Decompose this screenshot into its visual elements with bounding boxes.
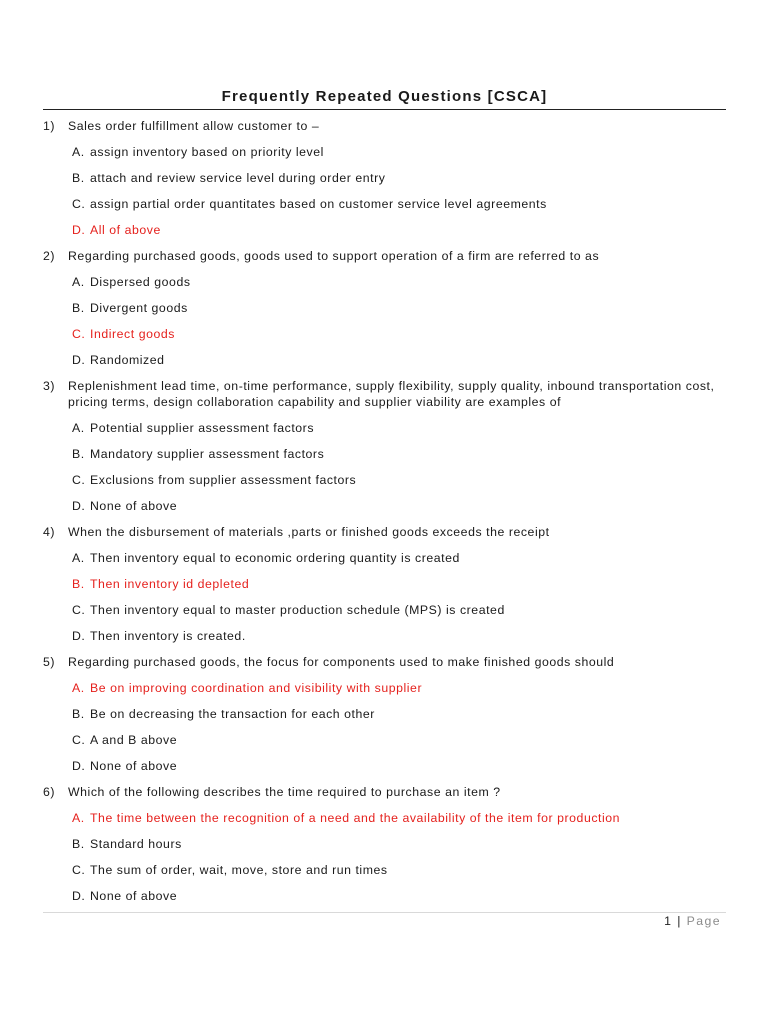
answer-option bbox=[43, 274, 733, 290]
option-text: All of above bbox=[90, 223, 161, 237]
option-text: None of above bbox=[90, 499, 178, 513]
option-text: Then inventory equal to master production schedule (MPS) is created bbox=[90, 603, 505, 617]
option-text: None of above bbox=[90, 759, 178, 773]
answer-option bbox=[43, 732, 733, 748]
option-text: Mandatory supplier assessment factors bbox=[90, 447, 325, 461]
question-item bbox=[43, 654, 733, 774]
question-text: Which of the following describes the time required to purchase an item ? bbox=[68, 785, 501, 799]
option-letter: A. bbox=[72, 681, 85, 695]
answer-option bbox=[43, 446, 733, 462]
option-text: attach and review service level during order entry bbox=[90, 171, 386, 185]
answer-option bbox=[43, 628, 733, 644]
question-number: 2) bbox=[43, 249, 56, 263]
option-text: Exclusions from supplier assessment factors bbox=[90, 473, 357, 487]
question-number: 6) bbox=[43, 785, 56, 799]
answer-option bbox=[43, 862, 733, 878]
option-letter: D. bbox=[72, 889, 86, 903]
option-text: The sum of order, wait, move, store and run times bbox=[90, 863, 388, 877]
question-stem bbox=[43, 248, 733, 264]
answer-option bbox=[43, 472, 733, 488]
option-text: A and B above bbox=[90, 733, 178, 747]
option-letter: B. bbox=[72, 447, 85, 461]
page-footer bbox=[664, 914, 721, 928]
question-list bbox=[43, 118, 733, 914]
question-text: When the disbursement of materials ,parts or finished goods exceeds the receipt bbox=[68, 525, 550, 539]
question-item bbox=[43, 248, 733, 368]
question-item bbox=[43, 784, 733, 904]
option-letter: D. bbox=[72, 629, 86, 643]
option-letter: C. bbox=[72, 473, 86, 487]
option-text: Dispersed goods bbox=[90, 275, 191, 289]
answer-option bbox=[43, 144, 733, 160]
option-letter: C. bbox=[72, 603, 86, 617]
question-text: Replenishment lead time, on-time performance, supply flexibility, supply quality, inbound transportation cost, pricing terms, design collaboration capability and supplier viability are examples of bbox=[68, 379, 715, 409]
option-letter: D. bbox=[72, 353, 86, 367]
option-letter: C. bbox=[72, 863, 86, 877]
question-item bbox=[43, 524, 733, 644]
option-letter: A. bbox=[72, 421, 85, 435]
option-letter: A. bbox=[72, 145, 85, 159]
question-text: Sales order fulfillment allow customer to – bbox=[68, 119, 320, 133]
option-letter: B. bbox=[72, 171, 85, 185]
answer-option bbox=[43, 550, 733, 566]
question-stem bbox=[43, 118, 733, 134]
option-letter: D. bbox=[72, 499, 86, 513]
answer-option bbox=[43, 170, 733, 186]
option-text: Indirect goods bbox=[90, 327, 175, 341]
option-text: Then inventory equal to economic ordering quantity is created bbox=[90, 551, 460, 565]
answer-option-correct bbox=[43, 576, 733, 592]
answer-option bbox=[43, 420, 733, 436]
option-letter: B. bbox=[72, 301, 85, 315]
answer-option bbox=[43, 888, 733, 904]
option-letter: B. bbox=[72, 707, 85, 721]
page-label: Page bbox=[686, 914, 721, 928]
page-number: 1 bbox=[664, 914, 673, 928]
page-title: Frequently Repeated Questions [CSCA] bbox=[221, 88, 548, 105]
option-letter: A. bbox=[72, 551, 85, 565]
option-letter: C. bbox=[72, 327, 86, 341]
question-number: 3) bbox=[43, 379, 56, 393]
footer-separator: | bbox=[677, 914, 682, 928]
answer-option bbox=[43, 300, 733, 316]
option-text: assign inventory based on priority level bbox=[90, 145, 324, 159]
option-text: The time between the recognition of a need and the availability of the item for production bbox=[90, 811, 621, 825]
question-stem bbox=[43, 524, 733, 540]
question-number: 5) bbox=[43, 655, 56, 669]
option-text: None of above bbox=[90, 889, 178, 903]
option-letter: D. bbox=[72, 759, 86, 773]
option-letter: D. bbox=[72, 223, 86, 237]
answer-option bbox=[43, 758, 733, 774]
question-text: Regarding purchased goods, the focus for components used to make finished goods should bbox=[68, 655, 615, 669]
option-text: Randomized bbox=[90, 353, 165, 367]
answer-option-correct bbox=[43, 326, 733, 342]
question-stem bbox=[43, 784, 733, 800]
question-number: 4) bbox=[43, 525, 56, 539]
option-letter: C. bbox=[72, 197, 86, 211]
option-letter: B. bbox=[72, 837, 85, 851]
question-item bbox=[43, 118, 733, 238]
option-text: Potential supplier assessment factors bbox=[90, 421, 315, 435]
option-letter: A. bbox=[72, 811, 85, 825]
option-text: Then inventory id depleted bbox=[90, 577, 250, 591]
answer-option bbox=[43, 602, 733, 618]
option-text: Standard hours bbox=[90, 837, 182, 851]
footer-divider bbox=[43, 912, 726, 913]
option-letter: C. bbox=[72, 733, 86, 747]
title-divider bbox=[43, 109, 726, 110]
option-letter: A. bbox=[72, 275, 85, 289]
option-letter: B. bbox=[72, 577, 85, 591]
answer-option bbox=[43, 836, 733, 852]
question-stem bbox=[43, 654, 733, 670]
question-text: Regarding purchased goods, goods used to support operation of a firm are referred to as bbox=[68, 249, 600, 263]
answer-option bbox=[43, 498, 733, 514]
question-stem bbox=[43, 378, 733, 410]
option-text: Be on decreasing the transaction for each other bbox=[90, 707, 375, 721]
answer-option bbox=[43, 706, 733, 722]
answer-option bbox=[43, 352, 733, 368]
answer-option bbox=[43, 196, 733, 212]
answer-option-correct bbox=[43, 810, 733, 826]
question-item bbox=[43, 378, 733, 514]
option-text: Be on improving coordination and visibility with supplier bbox=[90, 681, 423, 695]
question-number: 1) bbox=[43, 119, 56, 133]
option-text: assign partial order quantitates based on customer service level agreements bbox=[90, 197, 547, 211]
option-text: Divergent goods bbox=[90, 301, 188, 315]
option-text: Then inventory is created. bbox=[90, 629, 246, 643]
answer-option-correct bbox=[43, 222, 733, 238]
answer-option-correct bbox=[43, 680, 733, 696]
